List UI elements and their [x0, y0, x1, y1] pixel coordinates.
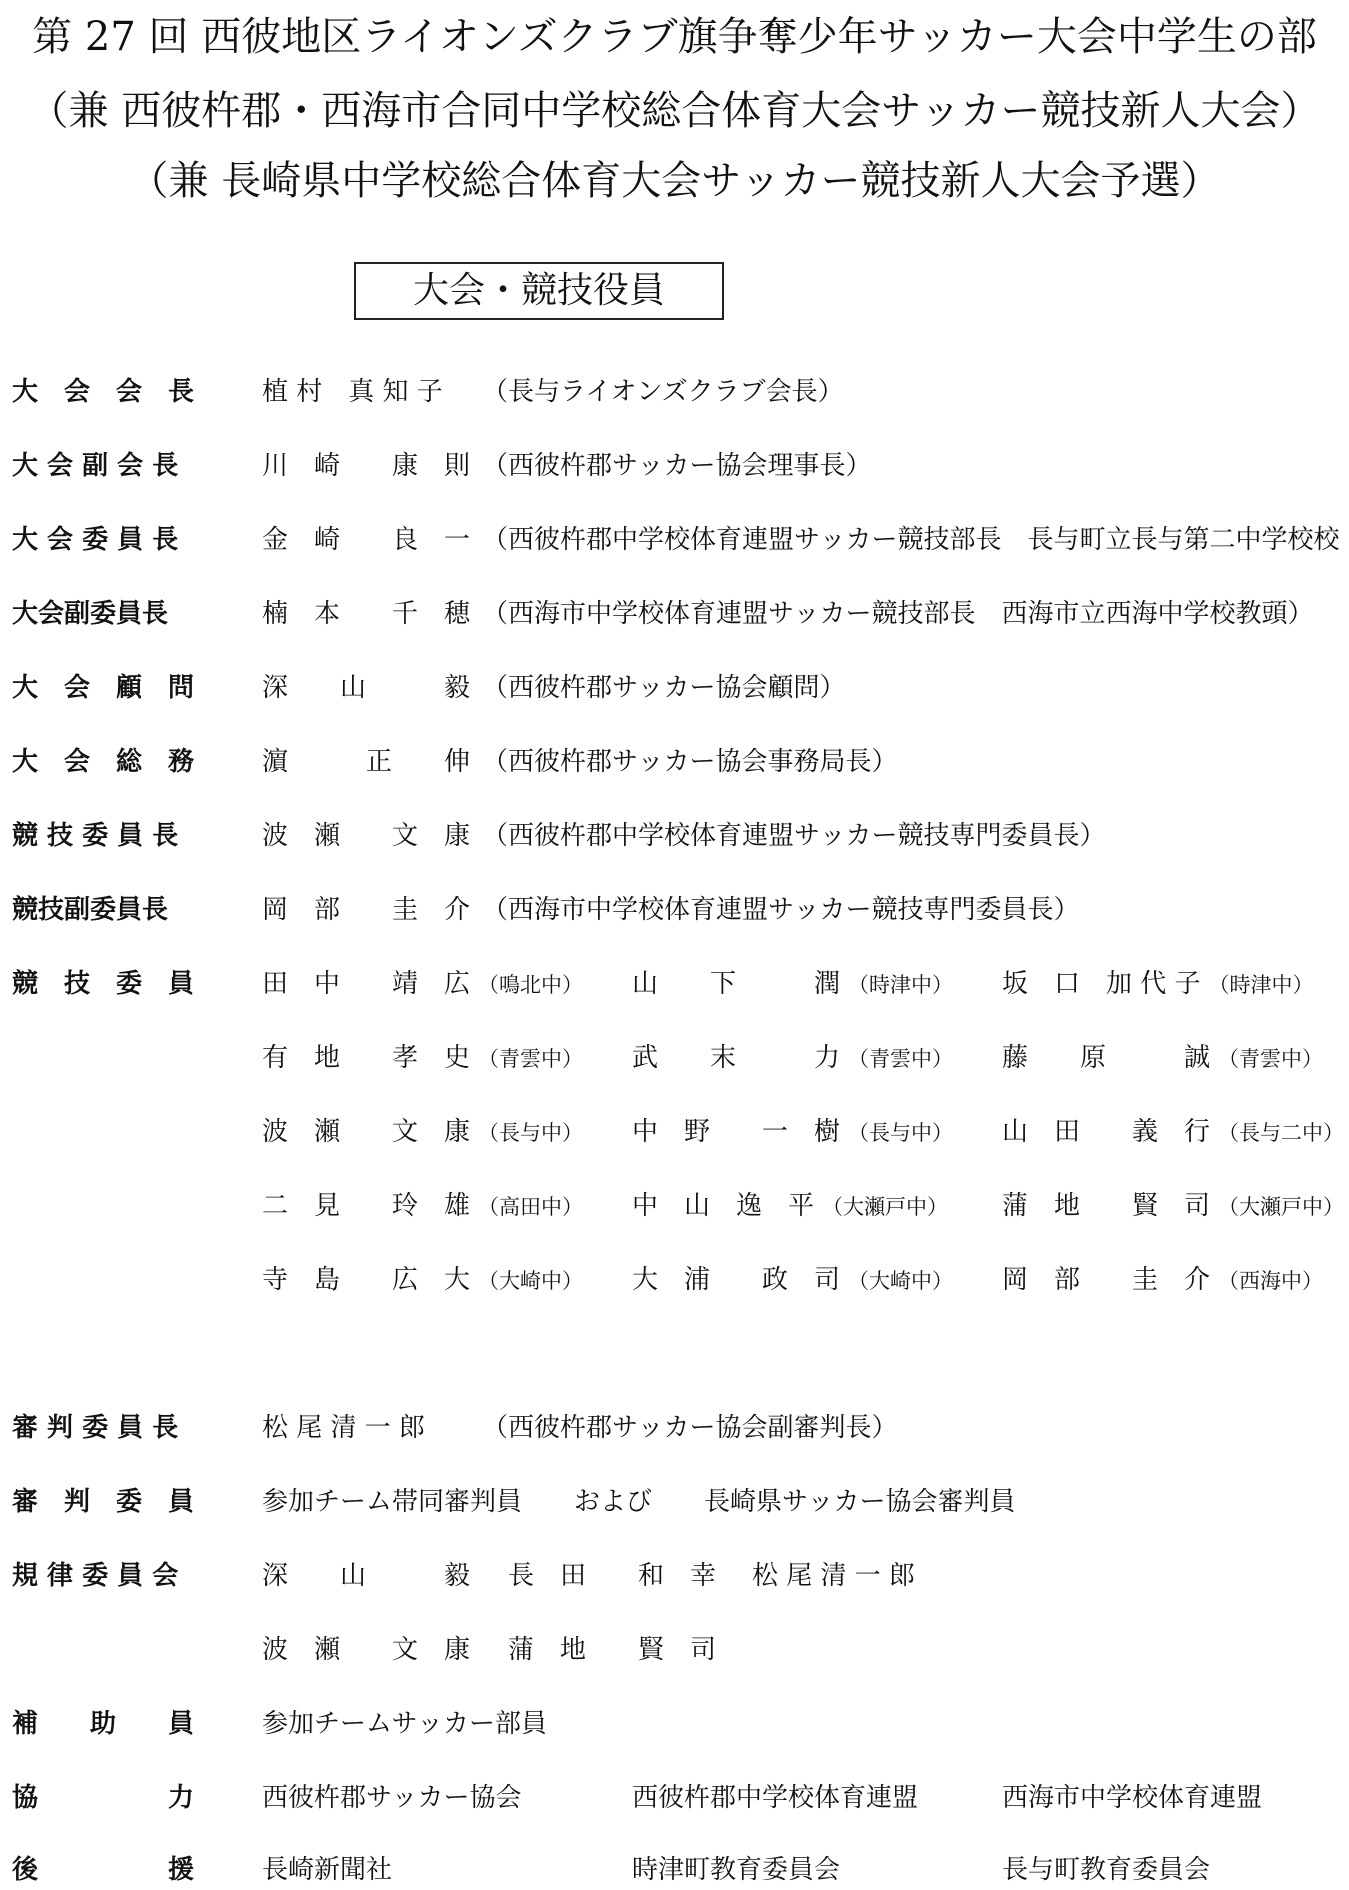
official-role: 大 会 副 会 長	[12, 451, 179, 481]
committee-member	[1002, 1186, 1344, 1227]
member-school: （大崎中）	[848, 1269, 954, 1293]
official-note: （長与ライオンズクラブ会長）	[482, 377, 844, 407]
official-name: 岡 部 圭 介	[262, 895, 471, 925]
referee-head-role: 審 判 委 員 長	[12, 1413, 179, 1443]
member-school: （大崎中）	[478, 1269, 584, 1293]
committee-row	[0, 1260, 1349, 1300]
official-role: 大 会 総 務	[12, 747, 195, 777]
cooperation-org: 西海市中学校体育連盟	[1002, 1783, 1263, 1813]
member-school: （長与中）	[848, 1121, 954, 1145]
official-name: 川 崎 康 則	[262, 451, 471, 481]
assistant-role: 補 助 員	[12, 1709, 195, 1739]
discipline-role: 規 律 委 員 会	[12, 1561, 179, 1591]
title-line-3: （兼 長崎県中学校総合体育大会サッカー競技新人大会予選）	[128, 158, 1221, 204]
support-role: 後 援	[12, 1855, 195, 1885]
official-note: （西彼杵郡サッカー協会顧問）	[482, 673, 846, 703]
member-name: 藤 原 誠	[1002, 1043, 1211, 1073]
referee-head-row	[0, 1408, 1349, 1448]
official-name: 深 山 毅	[262, 673, 471, 703]
member-school: （大瀬戸中）	[822, 1195, 949, 1219]
official-row	[0, 890, 1349, 930]
member-school: （時津中）	[848, 973, 954, 997]
member-name: 二 見 玲 雄	[262, 1191, 471, 1221]
member-school: （長与中）	[478, 1121, 584, 1145]
member-name: 蒲 地 賢 司	[1002, 1191, 1211, 1221]
committee-row	[0, 1038, 1349, 1078]
support-row	[0, 1850, 1349, 1890]
official-name: 植 村 真 知 子	[262, 377, 443, 407]
committee-member	[262, 1260, 583, 1301]
official-row	[0, 446, 1349, 486]
committee-member	[632, 1260, 953, 1301]
committee-member	[262, 1112, 583, 1153]
committee-row	[0, 1112, 1349, 1152]
committee-member	[262, 964, 583, 1005]
official-note: （西彼杵郡サッカー協会理事長）	[482, 451, 872, 481]
referee-role: 審 判 委 員	[12, 1487, 195, 1517]
member-school: （長与二中）	[1218, 1121, 1345, 1145]
committee-member	[632, 1186, 948, 1227]
discipline-row	[0, 1630, 1349, 1670]
member-school: （西海中）	[1218, 1269, 1324, 1293]
support-org: 長崎新聞社	[262, 1855, 393, 1885]
committee-member	[262, 1038, 583, 1079]
member-name: 田 中 靖 広	[262, 969, 471, 999]
official-note: （西海市中学校体育連盟サッカー競技部長 西海市立西海中学校教頭）	[482, 599, 1314, 629]
member-school: （青雲中）	[478, 1047, 584, 1071]
committee-member	[1002, 1260, 1323, 1301]
member-school: （高田中）	[478, 1195, 584, 1219]
member-name: 中 山 逸 平	[632, 1191, 815, 1221]
member-name: 岡 部 圭 介	[1002, 1265, 1211, 1295]
official-note: （西彼杵郡中学校体育連盟サッカー競技部長 長与町立長与第二中学校校	[482, 525, 1340, 555]
official-role: 競 技 委 員 長	[12, 821, 179, 851]
member-name: 山 田 義 行	[1002, 1117, 1211, 1147]
cooperation-role: 協 力	[12, 1783, 195, 1813]
official-row	[0, 594, 1349, 634]
committee-member	[632, 1038, 953, 1079]
member-name: 大 浦 政 司	[632, 1265, 841, 1295]
discipline-member: 波 瀬 文 康	[262, 1635, 471, 1665]
member-name: 寺 島 広 大	[262, 1265, 471, 1295]
member-school: （青雲中）	[1218, 1047, 1324, 1071]
member-name: 有 地 孝 史	[262, 1043, 471, 1073]
official-role: 大 会 顧 問	[12, 673, 195, 703]
official-note: （西彼杵郡中学校体育連盟サッカー競技専門委員長）	[482, 821, 1106, 851]
official-note: （西海市中学校体育連盟サッカー競技専門委員長）	[482, 895, 1080, 925]
support-org: 長与町教育委員会	[1002, 1855, 1211, 1885]
committee-role: 競 技 委 員	[12, 969, 195, 999]
member-name: 山 下 潤	[632, 969, 841, 999]
official-name: 波 瀬 文 康	[262, 821, 471, 851]
title-line-2: （兼 西彼杵郡・西海市合同中学校総合体育大会サッカー競技新人大会）	[28, 88, 1321, 134]
committee-member	[262, 1186, 583, 1227]
committee-member	[1002, 964, 1314, 1005]
member-school: （青雲中）	[848, 1047, 954, 1071]
committee-member	[632, 964, 953, 1005]
official-row	[0, 372, 1349, 412]
cooperation-row	[0, 1778, 1349, 1818]
official-row	[0, 742, 1349, 782]
cooperation-org: 西彼杵郡中学校体育連盟	[632, 1783, 919, 1813]
section-heading: 大会・競技役員	[354, 262, 724, 320]
member-name: 坂 口 加 代 子	[1002, 969, 1201, 999]
referee-head-note: （西彼杵郡サッカー協会副審判長）	[482, 1413, 898, 1443]
member-school: （鳴北中）	[478, 973, 584, 997]
referee-row	[0, 1482, 1349, 1522]
member-name: 中 野 一 樹	[632, 1117, 841, 1147]
member-name: 武 末 力	[632, 1043, 841, 1073]
official-row	[0, 520, 1349, 560]
committee-row	[0, 1186, 1349, 1226]
assistant-text: 参加チームサッカー部員	[262, 1709, 547, 1739]
assistant-row	[0, 1704, 1349, 1744]
referee-text: 参加チーム帯同審判員 および 長崎県サッカー協会審判員	[262, 1487, 1016, 1517]
committee-row	[0, 964, 1349, 1004]
committee-member	[632, 1112, 953, 1153]
discipline-member: 深 山 毅	[262, 1561, 471, 1591]
official-role: 競技副委員長	[12, 895, 169, 925]
committee-member	[1002, 1038, 1323, 1079]
committee-member	[1002, 1112, 1344, 1153]
support-org: 時津町教育委員会	[632, 1855, 841, 1885]
discipline-member: 蒲 地 賢 司	[508, 1635, 717, 1665]
official-note: （西彼杵郡サッカー協会事務局長）	[482, 747, 898, 777]
cooperation-org: 西彼杵郡サッカー協会	[262, 1783, 522, 1813]
member-school: （時津中）	[1208, 973, 1314, 997]
official-name: 金 崎 良 一	[262, 525, 471, 555]
discipline-member: 松 尾 清 一 郎	[752, 1561, 916, 1591]
official-role: 大会副委員長	[12, 599, 169, 629]
official-name: 楠 本 千 穂	[262, 599, 471, 629]
official-row	[0, 816, 1349, 856]
official-role: 大 会 会 長	[12, 377, 195, 407]
member-name: 波 瀬 文 康	[262, 1117, 471, 1147]
title-line-1: 第 27 回 西彼地区ライオンズクラブ旗争奪少年サッカー大会中学生の部	[32, 14, 1317, 60]
referee-head-name: 松 尾 清 一 郎	[262, 1413, 426, 1443]
member-school: （大瀬戸中）	[1218, 1195, 1345, 1219]
discipline-member: 長 田 和 幸	[508, 1561, 717, 1591]
official-role: 大 会 委 員 長	[12, 525, 179, 555]
official-row	[0, 668, 1349, 708]
discipline-row	[0, 1556, 1349, 1596]
official-name: 濵 正 伸	[262, 747, 471, 777]
